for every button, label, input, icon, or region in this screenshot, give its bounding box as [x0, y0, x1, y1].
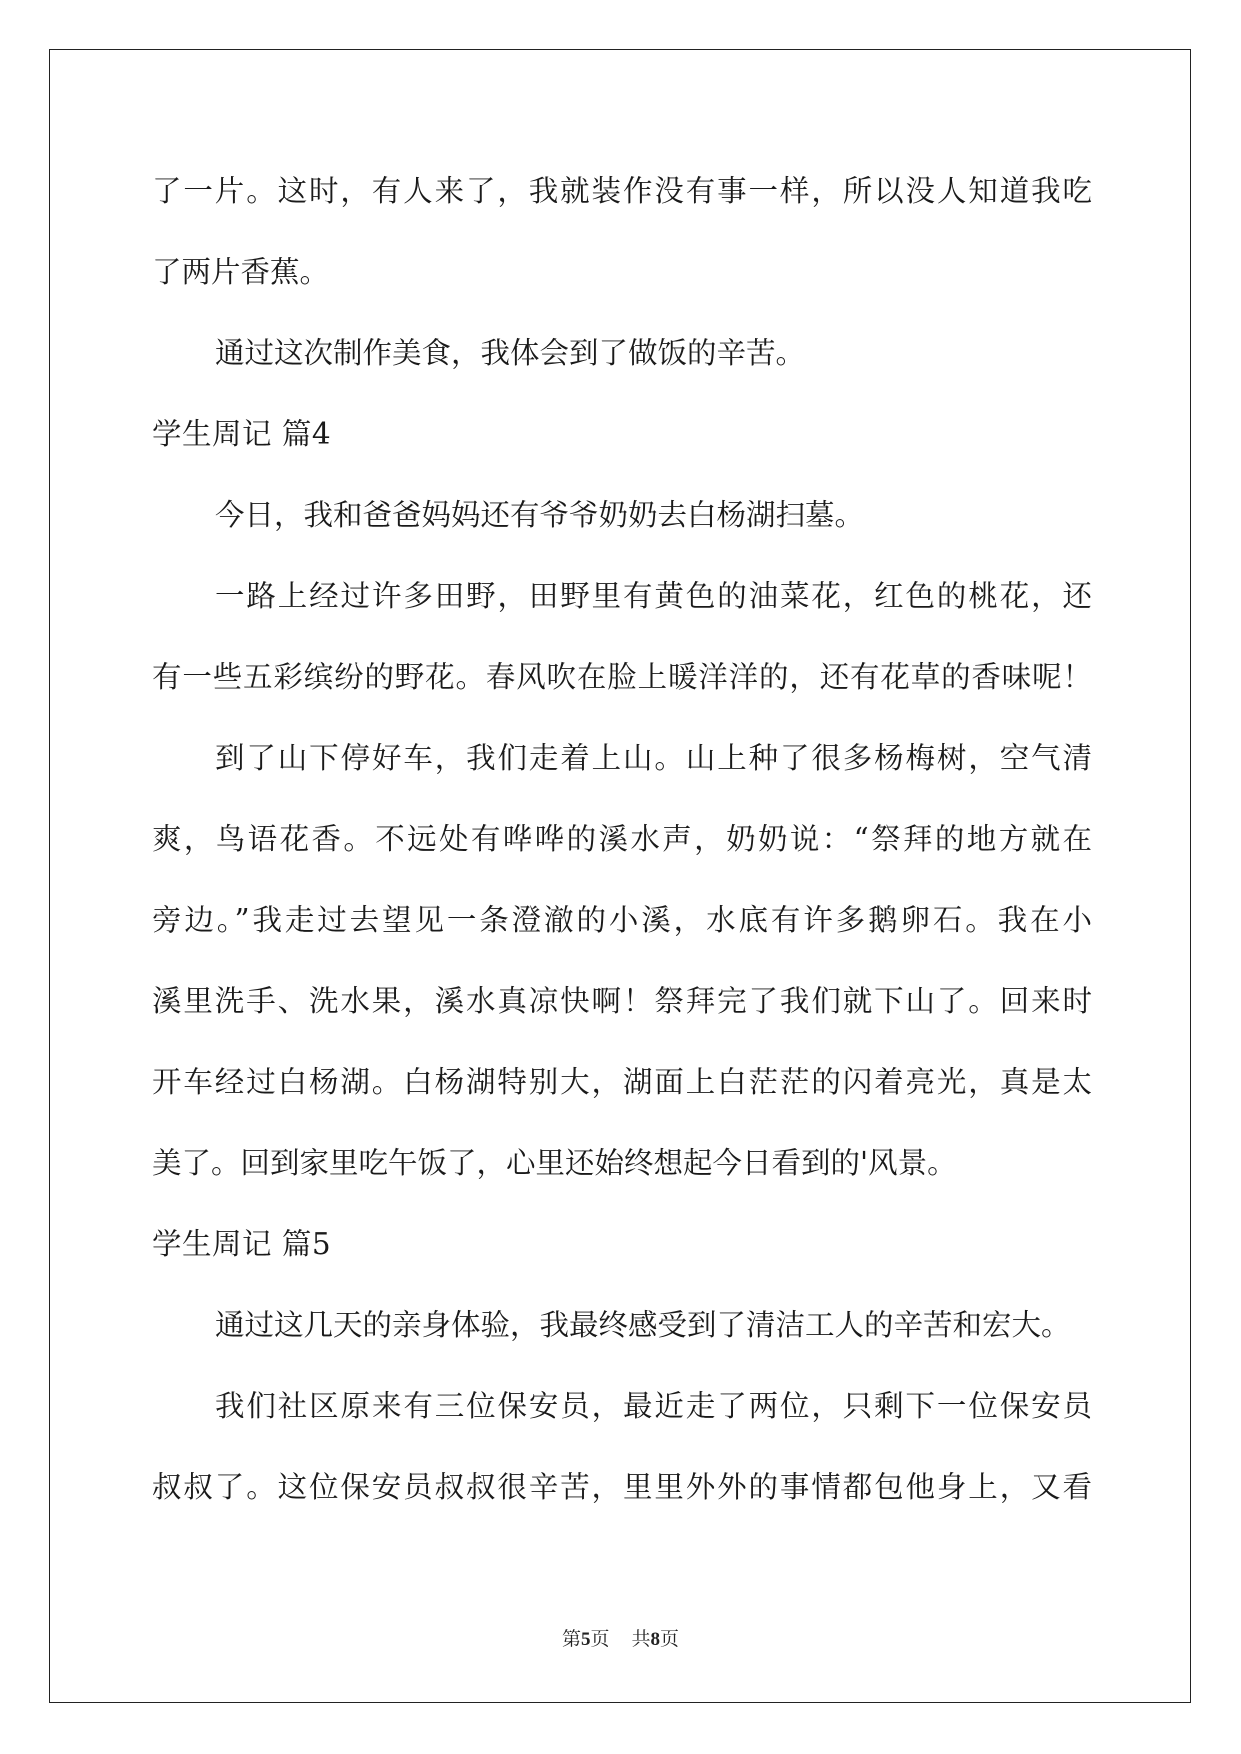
text-line: 今日，我和爸爸妈妈还有爷爷奶奶去白杨湖扫墓。: [215, 498, 865, 532]
footer-prefix: 第: [561, 1628, 581, 1650]
total-page-number: 8: [650, 1629, 661, 1650]
section-heading: 学生周记 篇5: [152, 1227, 332, 1261]
footer-page-suffix: 页: [590, 1628, 610, 1650]
footer-total-prefix: 共: [631, 1628, 651, 1650]
text-line: 美了。回到家里吃午饭了，心里还始终想起今日看到的'风景。: [152, 1146, 957, 1180]
text-line: 溪里洗手、洗水果，溪水真凉快啊！祭拜完了我们就下山了。回来时: [152, 984, 1092, 1018]
current-page-number: 5: [580, 1629, 591, 1650]
text-line: 了一片。这时，有人来了，我就装作没有事一样，所以没人知道我吃: [152, 174, 1092, 208]
text-line: 开车经过白杨湖。白杨湖特别大，湖面上白茫茫的闪着亮光，真是太: [152, 1065, 1092, 1099]
text-line: 一路上经过许多田野，田野里有黄色的油菜花，红色的桃花，还: [215, 579, 1092, 613]
text-line: 通过这几天的亲身体验，我最终感受到了清洁工人的辛苦和宏大。: [215, 1308, 1071, 1342]
page-footer: [0, 1624, 1241, 1654]
text-line: 爽，鸟语花香。不远处有哗哗的溪水声，奶奶说：“祭拜的地方就在: [152, 822, 1092, 856]
text-line: 叔叔了。这位保安员叔叔很辛苦，里里外外的事情都包他身上，又看: [152, 1470, 1092, 1504]
text-line: 了两片香蕉。: [152, 255, 330, 289]
section-heading: 学生周记 篇4: [152, 417, 332, 451]
footer-total-suffix: 页: [660, 1628, 680, 1650]
text-line: 到了山下停好车，我们走着上山。山上种了很多杨梅树，空气清: [215, 741, 1092, 775]
text-line: 通过这次制作美食，我体会到了做饭的辛苦。: [215, 336, 806, 370]
text-line: 我们社区原来有三位保安员，最近走了两位，只剩下一位保安员: [215, 1389, 1092, 1423]
text-line: 旁边。”我走过去望见一条澄澈的小溪，水底有许多鹅卵石。我在小: [152, 903, 1092, 937]
text-line: 有一些五彩缤纷的野花。春风吹在脸上暖洋洋的，还有花草的香味呢！: [152, 660, 1092, 694]
